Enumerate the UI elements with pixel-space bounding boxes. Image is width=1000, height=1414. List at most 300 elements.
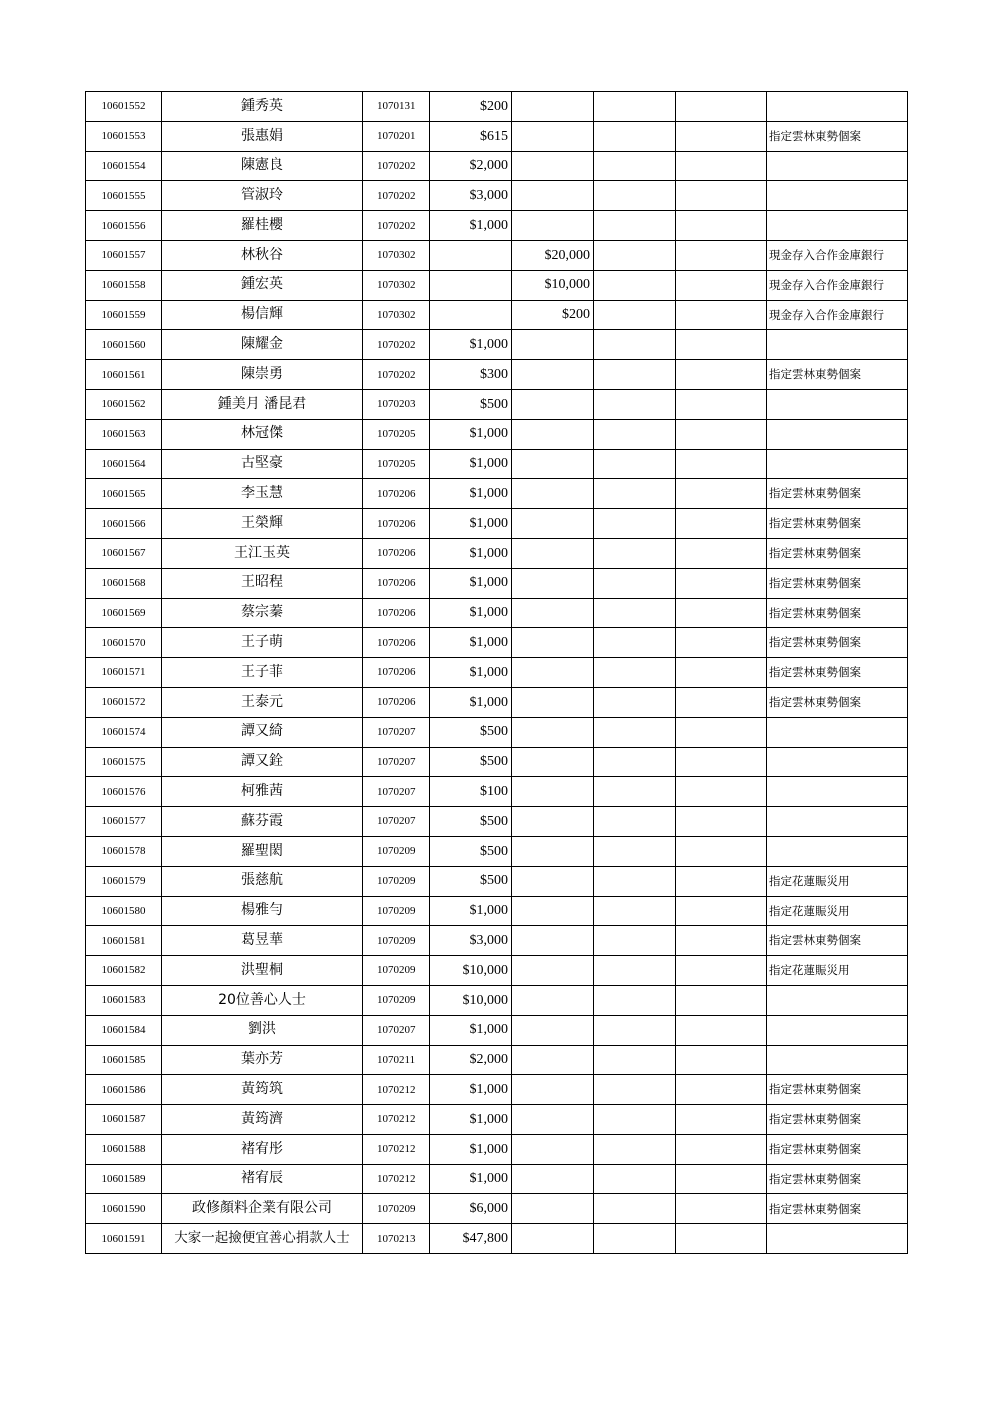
receipt-number-cell: 10601556 — [86, 211, 162, 241]
amount-cell: $1,000 — [430, 1105, 512, 1135]
amount-cell: $1,000 — [430, 1015, 512, 1045]
donor-name-cell: 蔡宗蓁 — [162, 598, 363, 628]
table-row — [86, 300, 908, 330]
donor-name-cell: 鍾美月 潘昆君 — [162, 389, 363, 419]
amount-cell: $500 — [430, 807, 512, 837]
bank-deposit-amount-cell — [512, 926, 594, 956]
donation-date-cell: 1070212 — [363, 1134, 430, 1164]
amount-cell: $500 — [430, 836, 512, 866]
empty-cell — [594, 1224, 676, 1254]
note-cell: 指定花蓮賑災用 — [767, 866, 908, 896]
receipt-number-cell: 10601588 — [86, 1134, 162, 1164]
donor-name-cell: 黃筠濟 — [162, 1105, 363, 1135]
empty-cell — [594, 538, 676, 568]
donor-name-cell: 陳耀金 — [162, 330, 363, 360]
receipt-number-cell: 10601562 — [86, 389, 162, 419]
empty-cell — [676, 717, 767, 747]
table-row — [86, 807, 908, 837]
bank-deposit-amount-cell: $10,000 — [512, 270, 594, 300]
donor-name-cell: 王子菲 — [162, 658, 363, 688]
donation-date-cell: 1070203 — [363, 389, 430, 419]
receipt-number-cell: 10601563 — [86, 419, 162, 449]
amount-cell: $1,000 — [430, 479, 512, 509]
bank-deposit-amount-cell — [512, 658, 594, 688]
empty-cell — [676, 866, 767, 896]
table-row — [86, 1105, 908, 1135]
receipt-number-cell: 10601557 — [86, 240, 162, 270]
amount-cell: $3,000 — [430, 181, 512, 211]
receipt-number-cell: 10601567 — [86, 538, 162, 568]
bank-deposit-amount-cell — [512, 449, 594, 479]
empty-cell — [676, 1015, 767, 1045]
note-cell: 指定雲林東勢個案 — [767, 360, 908, 390]
amount-cell: $1,000 — [430, 598, 512, 628]
empty-cell — [676, 92, 767, 122]
receipt-number-cell: 10601566 — [86, 509, 162, 539]
table-row — [86, 1134, 908, 1164]
donation-date-cell: 1070302 — [363, 300, 430, 330]
donor-name-cell: 楊雅勻 — [162, 896, 363, 926]
amount-cell: $1,000 — [430, 538, 512, 568]
bank-deposit-amount-cell — [512, 568, 594, 598]
empty-cell — [676, 836, 767, 866]
donation-date-cell: 1070212 — [363, 1075, 430, 1105]
amount-cell: $1,000 — [430, 1075, 512, 1105]
amount-cell: $100 — [430, 777, 512, 807]
bank-deposit-amount-cell — [512, 330, 594, 360]
bank-deposit-amount-cell — [512, 628, 594, 658]
bank-deposit-amount-cell: $200 — [512, 300, 594, 330]
note-cell — [767, 449, 908, 479]
empty-cell — [676, 628, 767, 658]
empty-cell — [676, 330, 767, 360]
empty-cell — [676, 777, 767, 807]
donor-name-cell: 褚宥辰 — [162, 1164, 363, 1194]
empty-cell — [594, 658, 676, 688]
donation-date-cell: 1070206 — [363, 479, 430, 509]
note-cell: 現金存入合作金庫銀行 — [767, 300, 908, 330]
bank-deposit-amount-cell — [512, 1164, 594, 1194]
donor-name-cell: 王子萌 — [162, 628, 363, 658]
bank-deposit-amount-cell — [512, 598, 594, 628]
table-row — [86, 151, 908, 181]
note-cell: 指定花蓮賑災用 — [767, 956, 908, 986]
donation-date-cell: 1070209 — [363, 896, 430, 926]
empty-cell — [676, 956, 767, 986]
donation-ledger-table — [85, 91, 908, 1254]
table-row — [86, 628, 908, 658]
receipt-number-cell: 10601590 — [86, 1194, 162, 1224]
empty-cell — [594, 836, 676, 866]
empty-cell — [676, 807, 767, 837]
empty-cell — [676, 568, 767, 598]
table-row — [86, 449, 908, 479]
receipt-number-cell: 10601586 — [86, 1075, 162, 1105]
amount-cell: $1,000 — [430, 658, 512, 688]
receipt-number-cell: 10601561 — [86, 360, 162, 390]
amount-cell — [430, 240, 512, 270]
donation-date-cell: 1070201 — [363, 121, 430, 151]
empty-cell — [676, 985, 767, 1015]
table-row — [86, 330, 908, 360]
donor-name-cell: 羅桂櫻 — [162, 211, 363, 241]
bank-deposit-amount-cell — [512, 777, 594, 807]
bank-deposit-amount-cell — [512, 1045, 594, 1075]
donor-name-cell: 羅聖閎 — [162, 836, 363, 866]
donation-date-cell: 1070209 — [363, 926, 430, 956]
donation-date-cell: 1070205 — [363, 419, 430, 449]
table-row — [86, 598, 908, 628]
note-cell — [767, 330, 908, 360]
empty-cell — [676, 449, 767, 479]
receipt-number-cell: 10601569 — [86, 598, 162, 628]
receipt-number-cell: 10601579 — [86, 866, 162, 896]
donation-date-cell: 1070202 — [363, 181, 430, 211]
empty-cell — [594, 956, 676, 986]
note-cell: 指定雲林東勢個案 — [767, 1164, 908, 1194]
amount-cell: $500 — [430, 747, 512, 777]
receipt-number-cell: 10601582 — [86, 956, 162, 986]
note-cell: 指定雲林東勢個案 — [767, 538, 908, 568]
empty-cell — [594, 389, 676, 419]
bank-deposit-amount-cell — [512, 479, 594, 509]
table-row — [86, 419, 908, 449]
note-cell — [767, 181, 908, 211]
amount-cell: $300 — [430, 360, 512, 390]
note-cell — [767, 777, 908, 807]
table-row — [86, 270, 908, 300]
note-cell: 現金存入合作金庫銀行 — [767, 270, 908, 300]
amount-cell: $3,000 — [430, 926, 512, 956]
note-cell: 指定雲林東勢個案 — [767, 1194, 908, 1224]
bank-deposit-amount-cell — [512, 360, 594, 390]
donation-date-cell: 1070207 — [363, 777, 430, 807]
table-row — [86, 1194, 908, 1224]
amount-cell: $500 — [430, 866, 512, 896]
empty-cell — [594, 568, 676, 598]
empty-cell — [594, 747, 676, 777]
empty-cell — [594, 896, 676, 926]
amount-cell: $1,000 — [430, 896, 512, 926]
table-row — [86, 509, 908, 539]
donor-name-cell: 鍾宏英 — [162, 270, 363, 300]
empty-cell — [676, 151, 767, 181]
empty-cell — [594, 240, 676, 270]
receipt-number-cell: 10601581 — [86, 926, 162, 956]
receipt-number-cell: 10601570 — [86, 628, 162, 658]
empty-cell — [594, 211, 676, 241]
table-row — [86, 479, 908, 509]
donation-date-cell: 1070209 — [363, 985, 430, 1015]
donor-name-cell: 政修顏料企業有限公司 — [162, 1194, 363, 1224]
table-row — [86, 181, 908, 211]
bank-deposit-amount-cell — [512, 181, 594, 211]
receipt-number-cell: 10601584 — [86, 1015, 162, 1045]
bank-deposit-amount-cell — [512, 509, 594, 539]
bank-deposit-amount-cell — [512, 747, 594, 777]
empty-cell — [594, 1164, 676, 1194]
note-cell: 指定雲林東勢個案 — [767, 628, 908, 658]
amount-cell: $1,000 — [430, 1164, 512, 1194]
empty-cell — [594, 1134, 676, 1164]
donor-name-cell: 柯雅茜 — [162, 777, 363, 807]
donation-date-cell: 1070202 — [363, 151, 430, 181]
receipt-number-cell: 10601587 — [86, 1105, 162, 1135]
amount-cell: $2,000 — [430, 1045, 512, 1075]
empty-cell — [676, 300, 767, 330]
donor-name-cell: 葛昱華 — [162, 926, 363, 956]
table-row — [86, 658, 908, 688]
table-row — [86, 121, 908, 151]
bank-deposit-amount-cell — [512, 538, 594, 568]
amount-cell: $10,000 — [430, 956, 512, 986]
amount-cell: $1,000 — [430, 449, 512, 479]
donation-date-cell: 1070207 — [363, 747, 430, 777]
note-cell: 指定雲林東勢個案 — [767, 1075, 908, 1105]
receipt-number-cell: 10601575 — [86, 747, 162, 777]
note-cell — [767, 1224, 908, 1254]
note-cell — [767, 151, 908, 181]
donor-name-cell: 林冠傑 — [162, 419, 363, 449]
empty-cell — [594, 330, 676, 360]
note-cell: 指定雲林東勢個案 — [767, 568, 908, 598]
receipt-number-cell: 10601572 — [86, 687, 162, 717]
note-cell: 指定雲林東勢個案 — [767, 1105, 908, 1135]
donor-name-cell: 譚又綺 — [162, 717, 363, 747]
note-cell — [767, 211, 908, 241]
donation-date-cell: 1070206 — [363, 568, 430, 598]
note-cell: 指定雲林東勢個案 — [767, 509, 908, 539]
donation-date-cell: 1070209 — [363, 836, 430, 866]
donation-date-cell: 1070202 — [363, 211, 430, 241]
bank-deposit-amount-cell — [512, 1224, 594, 1254]
receipt-number-cell: 10601574 — [86, 717, 162, 747]
donor-name-cell: 林秋谷 — [162, 240, 363, 270]
empty-cell — [594, 151, 676, 181]
donor-name-cell: 王榮輝 — [162, 509, 363, 539]
empty-cell — [594, 419, 676, 449]
receipt-number-cell: 10601565 — [86, 479, 162, 509]
table-row — [86, 389, 908, 419]
donation-date-cell: 1070212 — [363, 1105, 430, 1135]
donation-date-cell: 1070209 — [363, 956, 430, 986]
empty-cell — [676, 538, 767, 568]
empty-cell — [594, 1194, 676, 1224]
bank-deposit-amount-cell — [512, 1075, 594, 1105]
donor-name-cell: 黃筠筑 — [162, 1075, 363, 1105]
bank-deposit-amount-cell — [512, 896, 594, 926]
table-row — [86, 866, 908, 896]
donation-date-cell: 1070206 — [363, 658, 430, 688]
table-row — [86, 211, 908, 241]
empty-cell — [676, 1224, 767, 1254]
donation-date-cell: 1070213 — [363, 1224, 430, 1254]
donor-name-cell: 王昭程 — [162, 568, 363, 598]
note-cell — [767, 717, 908, 747]
empty-cell — [594, 985, 676, 1015]
bank-deposit-amount-cell — [512, 956, 594, 986]
donor-name-cell: 大家一起撿便宜善心捐款人士 — [162, 1224, 363, 1254]
donor-name-cell: 陳憲良 — [162, 151, 363, 181]
empty-cell — [676, 1105, 767, 1135]
donor-name-cell: 褚宥彤 — [162, 1134, 363, 1164]
donor-name-cell: 王泰元 — [162, 687, 363, 717]
empty-cell — [594, 687, 676, 717]
empty-cell — [594, 479, 676, 509]
bank-deposit-amount-cell — [512, 1134, 594, 1164]
donor-name-cell: 古堅豪 — [162, 449, 363, 479]
bank-deposit-amount-cell — [512, 985, 594, 1015]
empty-cell — [676, 419, 767, 449]
empty-cell — [676, 479, 767, 509]
donor-name-cell: 楊信輝 — [162, 300, 363, 330]
donor-name-cell: 20位善心人士 — [162, 985, 363, 1015]
table-row — [86, 1045, 908, 1075]
empty-cell — [594, 509, 676, 539]
donation-date-cell: 1070212 — [363, 1164, 430, 1194]
note-cell — [767, 389, 908, 419]
note-cell — [767, 807, 908, 837]
empty-cell — [676, 687, 767, 717]
amount-cell: $1,000 — [430, 330, 512, 360]
donation-date-cell: 1070206 — [363, 687, 430, 717]
donation-date-cell: 1070211 — [363, 1045, 430, 1075]
amount-cell: $1,000 — [430, 687, 512, 717]
donor-name-cell: 管淑玲 — [162, 181, 363, 211]
amount-cell: $1,000 — [430, 509, 512, 539]
receipt-number-cell: 10601552 — [86, 92, 162, 122]
empty-cell — [594, 777, 676, 807]
donation-date-cell: 1070207 — [363, 807, 430, 837]
note-cell — [767, 836, 908, 866]
receipt-number-cell: 10601553 — [86, 121, 162, 151]
empty-cell — [676, 747, 767, 777]
donation-date-cell: 1070206 — [363, 598, 430, 628]
empty-cell — [676, 658, 767, 688]
bank-deposit-amount-cell — [512, 1105, 594, 1135]
empty-cell — [676, 598, 767, 628]
donation-date-cell: 1070209 — [363, 1194, 430, 1224]
bank-deposit-amount-cell — [512, 717, 594, 747]
empty-cell — [594, 1105, 676, 1135]
empty-cell — [676, 121, 767, 151]
bank-deposit-amount-cell: $20,000 — [512, 240, 594, 270]
empty-cell — [594, 92, 676, 122]
note-cell: 指定雲林東勢個案 — [767, 121, 908, 151]
empty-cell — [676, 360, 767, 390]
amount-cell: $2,000 — [430, 151, 512, 181]
empty-cell — [594, 1075, 676, 1105]
receipt-number-cell: 10601576 — [86, 777, 162, 807]
receipt-number-cell: 10601564 — [86, 449, 162, 479]
receipt-number-cell: 10601580 — [86, 896, 162, 926]
bank-deposit-amount-cell — [512, 866, 594, 896]
bank-deposit-amount-cell — [512, 211, 594, 241]
empty-cell — [676, 896, 767, 926]
empty-cell — [594, 1045, 676, 1075]
donation-date-cell: 1070206 — [363, 628, 430, 658]
note-cell — [767, 747, 908, 777]
empty-cell — [676, 389, 767, 419]
table-row — [86, 896, 908, 926]
table-row — [86, 538, 908, 568]
empty-cell — [594, 1015, 676, 1045]
receipt-number-cell: 10601560 — [86, 330, 162, 360]
table-row — [86, 836, 908, 866]
receipt-number-cell: 10601571 — [86, 658, 162, 688]
receipt-number-cell: 10601578 — [86, 836, 162, 866]
empty-cell — [594, 360, 676, 390]
empty-cell — [676, 211, 767, 241]
empty-cell — [594, 449, 676, 479]
table-row — [86, 717, 908, 747]
note-cell — [767, 1045, 908, 1075]
donor-name-cell: 張慈航 — [162, 866, 363, 896]
amount-cell — [430, 300, 512, 330]
amount-cell: $10,000 — [430, 985, 512, 1015]
empty-cell — [594, 717, 676, 747]
amount-cell: $500 — [430, 717, 512, 747]
amount-cell: $1,000 — [430, 211, 512, 241]
empty-cell — [676, 240, 767, 270]
table-row — [86, 1224, 908, 1254]
donation-date-cell: 1070302 — [363, 270, 430, 300]
amount-cell: $6,000 — [430, 1194, 512, 1224]
bank-deposit-amount-cell — [512, 1194, 594, 1224]
note-cell — [767, 92, 908, 122]
empty-cell — [676, 1045, 767, 1075]
note-cell — [767, 419, 908, 449]
table-row — [86, 1015, 908, 1045]
receipt-number-cell: 10601583 — [86, 985, 162, 1015]
donation-date-cell: 1070302 — [363, 240, 430, 270]
bank-deposit-amount-cell — [512, 687, 594, 717]
table-row — [86, 777, 908, 807]
donation-date-cell: 1070202 — [363, 330, 430, 360]
ledger-rows — [86, 92, 908, 1254]
note-cell — [767, 1015, 908, 1045]
table-row — [86, 985, 908, 1015]
empty-cell — [594, 598, 676, 628]
empty-cell — [594, 181, 676, 211]
donation-date-cell: 1070206 — [363, 509, 430, 539]
donation-date-cell: 1070202 — [363, 360, 430, 390]
receipt-number-cell: 10601585 — [86, 1045, 162, 1075]
donor-name-cell: 洪聖桐 — [162, 956, 363, 986]
donation-date-cell: 1070209 — [363, 866, 430, 896]
empty-cell — [676, 1164, 767, 1194]
table-row — [86, 240, 908, 270]
empty-cell — [594, 300, 676, 330]
bank-deposit-amount-cell — [512, 419, 594, 449]
note-cell — [767, 985, 908, 1015]
receipt-number-cell: 10601591 — [86, 1224, 162, 1254]
donation-date-cell: 1070207 — [363, 1015, 430, 1045]
empty-cell — [594, 628, 676, 658]
bank-deposit-amount-cell — [512, 807, 594, 837]
empty-cell — [676, 181, 767, 211]
receipt-number-cell: 10601558 — [86, 270, 162, 300]
table-row — [86, 568, 908, 598]
donor-name-cell: 葉亦芳 — [162, 1045, 363, 1075]
receipt-number-cell: 10601554 — [86, 151, 162, 181]
empty-cell — [594, 270, 676, 300]
table-row — [86, 747, 908, 777]
note-cell: 現金存入合作金庫銀行 — [767, 240, 908, 270]
empty-cell — [594, 866, 676, 896]
donation-date-cell: 1070207 — [363, 717, 430, 747]
donation-date-cell: 1070206 — [363, 538, 430, 568]
